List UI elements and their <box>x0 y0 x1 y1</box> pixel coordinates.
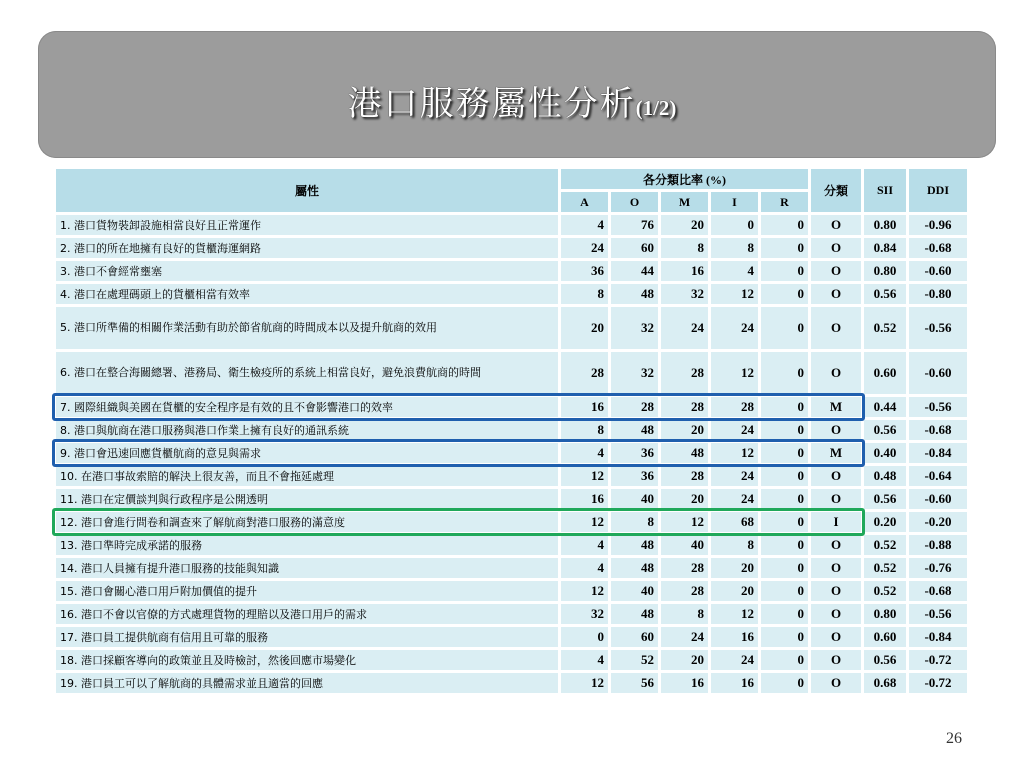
attribute-table-wrap <box>53 166 970 696</box>
value-m: 8 <box>661 238 708 258</box>
ddi-value: -0.84 <box>909 627 967 647</box>
sii-value: 0.52 <box>864 558 906 578</box>
attribute-table <box>53 166 970 696</box>
ddi-value: -0.20 <box>909 512 967 532</box>
ddi-value: -0.80 <box>909 284 967 304</box>
attribute-name: 2. 港口的所在地擁有良好的貨櫃海運網路 <box>56 238 558 258</box>
value-o: 48 <box>611 558 658 578</box>
value-a: 8 <box>561 420 608 440</box>
ddi-value: -0.72 <box>909 673 967 693</box>
category: O <box>811 581 861 601</box>
value-a: 36 <box>561 261 608 281</box>
value-o: 32 <box>611 352 658 394</box>
sii-value: 0.52 <box>864 581 906 601</box>
value-a: 4 <box>561 650 608 670</box>
value-m: 20 <box>661 215 708 235</box>
value-m: 8 <box>661 604 708 624</box>
category: I <box>811 512 861 532</box>
value-m: 20 <box>661 650 708 670</box>
attribute-name: 7. 國際組織與美國在貨櫃的安全程序是有效的且不會影響港口的效率 <box>56 397 558 417</box>
value-m: 16 <box>661 261 708 281</box>
value-o: 56 <box>611 673 658 693</box>
value-r: 0 <box>761 420 808 440</box>
value-i: 16 <box>711 627 758 647</box>
value-o: 48 <box>611 604 658 624</box>
header-col-m: M <box>661 192 708 212</box>
value-i: 24 <box>711 420 758 440</box>
category: O <box>811 604 861 624</box>
sii-value: 0.84 <box>864 238 906 258</box>
value-r: 0 <box>761 558 808 578</box>
value-r: 0 <box>761 261 808 281</box>
header-col-o: O <box>611 192 658 212</box>
value-o: 60 <box>611 238 658 258</box>
category: O <box>811 420 861 440</box>
attribute-name: 11. 港口在定價談判與行政程序是公開透明 <box>56 489 558 509</box>
value-i: 20 <box>711 558 758 578</box>
ddi-value: -0.88 <box>909 535 967 555</box>
value-i: 24 <box>711 650 758 670</box>
attribute-name: 19. 港口員工可以了解航商的具體需求並且適當的回應 <box>56 673 558 693</box>
ddi-value: -0.56 <box>909 604 967 624</box>
value-i: 8 <box>711 535 758 555</box>
category: O <box>811 489 861 509</box>
sii-value: 0.80 <box>864 215 906 235</box>
ddi-value: -0.68 <box>909 238 967 258</box>
attribute-name: 12. 港口會進行問卷和調查來了解航商對港口服務的滿意度 <box>56 512 558 532</box>
table-row <box>56 650 967 670</box>
value-m: 28 <box>661 558 708 578</box>
value-o: 8 <box>611 512 658 532</box>
value-o: 40 <box>611 489 658 509</box>
value-a: 12 <box>561 581 608 601</box>
value-o: 28 <box>611 397 658 417</box>
value-a: 0 <box>561 627 608 647</box>
value-a: 12 <box>561 466 608 486</box>
value-i: 28 <box>711 397 758 417</box>
value-a: 12 <box>561 512 608 532</box>
header-sii: SII <box>864 169 906 212</box>
value-o: 60 <box>611 627 658 647</box>
value-i: 12 <box>711 352 758 394</box>
header-category: 分類 <box>811 169 861 212</box>
attribute-name: 18. 港口採顧客導向的政策並且及時檢討，然後回應市場變化 <box>56 650 558 670</box>
value-r: 0 <box>761 352 808 394</box>
value-i: 68 <box>711 512 758 532</box>
value-o: 52 <box>611 650 658 670</box>
header-ddi: DDI <box>909 169 967 212</box>
value-o: 76 <box>611 215 658 235</box>
value-a: 24 <box>561 238 608 258</box>
attribute-name: 5. 港口所準備的相關作業活動有助於節省航商的時間成本以及提升航商的效用 <box>56 307 558 349</box>
value-r: 0 <box>761 604 808 624</box>
attribute-name: 9. 港口會迅速回應貨櫃航商的意見與需求 <box>56 443 558 463</box>
table-row <box>56 627 967 647</box>
table-row <box>56 535 967 555</box>
header-attr: 屬性 <box>56 169 558 212</box>
page-number: 26 <box>946 730 962 747</box>
value-r: 0 <box>761 512 808 532</box>
value-i: 24 <box>711 466 758 486</box>
value-r: 0 <box>761 650 808 670</box>
table-row <box>56 307 967 349</box>
header-col-a: A <box>561 192 608 212</box>
value-o: 48 <box>611 535 658 555</box>
value-a: 16 <box>561 397 608 417</box>
value-o: 40 <box>611 581 658 601</box>
title-suffix: (1/2) <box>635 96 677 120</box>
value-m: 16 <box>661 673 708 693</box>
title-text: 港口服務屬性分析 <box>347 84 636 124</box>
ddi-value: -0.60 <box>909 352 967 394</box>
sii-value: 0.20 <box>864 512 906 532</box>
value-o: 32 <box>611 307 658 349</box>
category: O <box>811 558 861 578</box>
value-r: 0 <box>761 215 808 235</box>
sii-value: 0.68 <box>864 673 906 693</box>
value-i: 20 <box>711 581 758 601</box>
table-row <box>56 284 967 304</box>
value-a: 4 <box>561 558 608 578</box>
table-row <box>56 489 967 509</box>
attribute-name: 8. 港口與航商在港口服務與港口作業上擁有良好的通訊系統 <box>56 420 558 440</box>
table-row <box>56 238 967 258</box>
sii-value: 0.56 <box>864 420 906 440</box>
category: M <box>811 397 861 417</box>
attribute-name: 13. 港口準時完成承諾的服務 <box>56 535 558 555</box>
table-row <box>56 466 967 486</box>
sii-value: 0.56 <box>864 650 906 670</box>
value-i: 4 <box>711 261 758 281</box>
value-a: 16 <box>561 489 608 509</box>
value-r: 0 <box>761 627 808 647</box>
value-i: 24 <box>711 307 758 349</box>
value-m: 24 <box>661 627 708 647</box>
value-m: 20 <box>661 489 708 509</box>
ddi-value: -0.68 <box>909 420 967 440</box>
attribute-name: 14. 港口人員擁有提升港口服務的技能與知識 <box>56 558 558 578</box>
value-a: 4 <box>561 443 608 463</box>
sii-value: 0.56 <box>864 489 906 509</box>
table-row <box>56 215 967 235</box>
value-a: 4 <box>561 535 608 555</box>
page-title <box>0 76 1024 125</box>
value-a: 32 <box>561 604 608 624</box>
category: O <box>811 627 861 647</box>
sii-value: 0.52 <box>864 307 906 349</box>
value-r: 0 <box>761 673 808 693</box>
sii-value: 0.44 <box>864 397 906 417</box>
header-col-r: R <box>761 192 808 212</box>
sii-value: 0.80 <box>864 604 906 624</box>
value-o: 44 <box>611 261 658 281</box>
ddi-value: -0.96 <box>909 215 967 235</box>
value-o: 48 <box>611 420 658 440</box>
table-row <box>56 673 967 693</box>
category: O <box>811 673 861 693</box>
value-i: 16 <box>711 673 758 693</box>
value-r: 0 <box>761 397 808 417</box>
sii-value: 0.52 <box>864 535 906 555</box>
ddi-value: -0.56 <box>909 307 967 349</box>
category: O <box>811 284 861 304</box>
header-ratio: 各分類比率 (%) <box>561 169 808 189</box>
value-r: 0 <box>761 489 808 509</box>
value-m: 28 <box>661 581 708 601</box>
attribute-table-body <box>56 215 967 693</box>
value-i: 12 <box>711 284 758 304</box>
value-a: 12 <box>561 673 608 693</box>
attribute-name: 10. 在港口事故索賠的解決上很友善，而且不會拖延處理 <box>56 466 558 486</box>
value-r: 0 <box>761 535 808 555</box>
attribute-name: 4. 港口在處理碼頭上的貨櫃相當有效率 <box>56 284 558 304</box>
ddi-value: -0.76 <box>909 558 967 578</box>
value-r: 0 <box>761 466 808 486</box>
value-i: 8 <box>711 238 758 258</box>
value-i: 12 <box>711 604 758 624</box>
attribute-name: 1. 港口貨物裝卸設施相當良好且正常運作 <box>56 215 558 235</box>
table-row <box>56 397 967 417</box>
value-o: 48 <box>611 284 658 304</box>
sii-value: 0.60 <box>864 627 906 647</box>
category: O <box>811 215 861 235</box>
table-row <box>56 512 967 532</box>
value-m: 28 <box>661 352 708 394</box>
sii-value: 0.60 <box>864 352 906 394</box>
attribute-name: 3. 港口不會經常壅塞 <box>56 261 558 281</box>
value-o: 36 <box>611 466 658 486</box>
value-m: 32 <box>661 284 708 304</box>
attribute-name: 17. 港口員工提供航商有信用且可靠的服務 <box>56 627 558 647</box>
table-row <box>56 604 967 624</box>
value-r: 0 <box>761 284 808 304</box>
sii-value: 0.80 <box>864 261 906 281</box>
value-i: 24 <box>711 489 758 509</box>
value-o: 36 <box>611 443 658 463</box>
value-i: 0 <box>711 215 758 235</box>
ddi-value: -0.64 <box>909 466 967 486</box>
sii-value: 0.48 <box>864 466 906 486</box>
category: O <box>811 352 861 394</box>
value-m: 28 <box>661 397 708 417</box>
category: O <box>811 307 861 349</box>
attribute-name: 15. 港口會關心港口用戶附加價值的提升 <box>56 581 558 601</box>
ddi-value: -0.60 <box>909 489 967 509</box>
attribute-name: 6. 港口在整合海關總署、港務局、衛生檢疫所的系統上相當良好，避免浪費航商的時間 <box>56 352 558 394</box>
attribute-name: 16. 港口不會以官僚的方式處理貨物的理賠以及港口用戶的需求 <box>56 604 558 624</box>
table-row <box>56 443 967 463</box>
value-r: 0 <box>761 581 808 601</box>
value-m: 24 <box>661 307 708 349</box>
value-r: 0 <box>761 307 808 349</box>
category: O <box>811 535 861 555</box>
category: O <box>811 466 861 486</box>
value-m: 40 <box>661 535 708 555</box>
category: M <box>811 443 861 463</box>
value-m: 48 <box>661 443 708 463</box>
value-r: 0 <box>761 238 808 258</box>
category: O <box>811 650 861 670</box>
sii-value: 0.56 <box>864 284 906 304</box>
header-col-i: I <box>711 192 758 212</box>
ddi-value: -0.72 <box>909 650 967 670</box>
category: O <box>811 238 861 258</box>
table-row <box>56 352 967 394</box>
value-a: 4 <box>561 215 608 235</box>
table-row <box>56 420 967 440</box>
sii-value: 0.40 <box>864 443 906 463</box>
table-row <box>56 261 967 281</box>
value-i: 12 <box>711 443 758 463</box>
ddi-value: -0.60 <box>909 261 967 281</box>
value-m: 28 <box>661 466 708 486</box>
table-row <box>56 581 967 601</box>
value-a: 20 <box>561 307 608 349</box>
table-row <box>56 558 967 578</box>
value-a: 28 <box>561 352 608 394</box>
value-m: 12 <box>661 512 708 532</box>
value-a: 8 <box>561 284 608 304</box>
value-m: 20 <box>661 420 708 440</box>
ddi-value: -0.84 <box>909 443 967 463</box>
category: O <box>811 261 861 281</box>
value-r: 0 <box>761 443 808 463</box>
ddi-value: -0.68 <box>909 581 967 601</box>
ddi-value: -0.56 <box>909 397 967 417</box>
